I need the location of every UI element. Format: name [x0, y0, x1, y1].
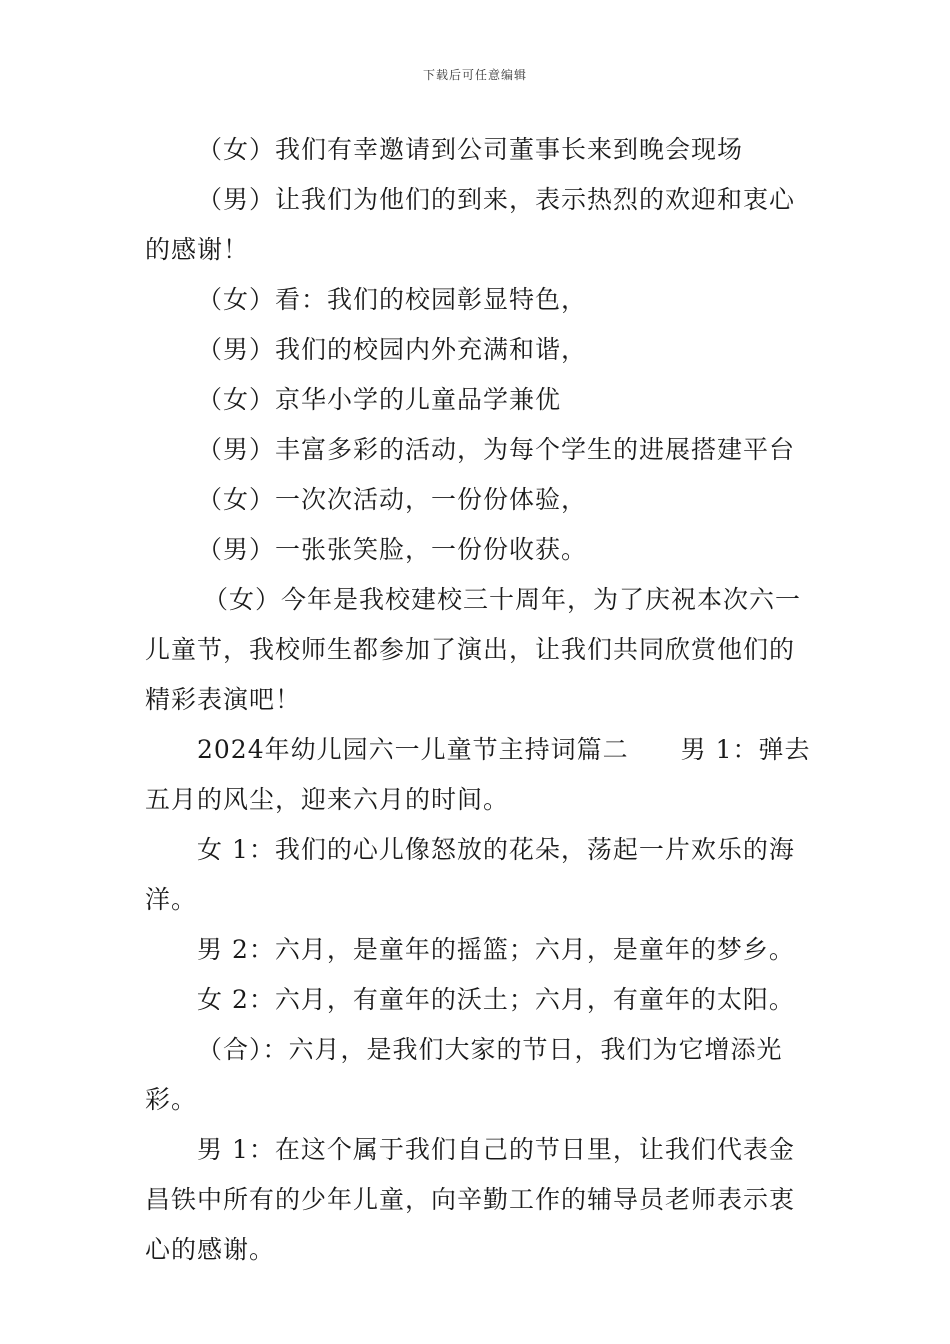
paragraph-3: （女）看：我们的校园彰显特色， — [197, 285, 588, 314]
paragraph-2: （男）让我们为他们的到来，表示热烈的欢迎和衷心的感谢！ — [145, 185, 796, 264]
paragraph-13: 女 2：六月，有童年的沃土；六月，有童年的太阳。 — [197, 985, 795, 1014]
paragraph-9: （女）今年是我校建校三十周年，为了庆祝本次六一儿童节，我校师生都参加了演出，让我们共同欣赏他们的精彩表演吧！ — [145, 585, 802, 714]
paragraph-4: （男）我们的校园内外充满和谐， — [197, 335, 588, 364]
paragraph-14: （合）：六月，是我们大家的节日，我们为它增添光彩。 — [145, 1035, 783, 1114]
header-note: 下载后可任意编辑 — [422, 68, 527, 82]
document-body — [145, 125, 815, 1275]
paragraph-10: 2024年幼儿园六一儿童节主持词篇二 男 1：弹去五月的风尘，迎来六月的时间。 — [145, 735, 811, 814]
paragraph-5: （女）京华小学的儿童品学兼优 — [197, 385, 562, 414]
paragraph-8: （男）一张张笑脸，一份份收获。 — [197, 535, 588, 564]
paragraph-12: 男 2：六月，是童年的摇篮；六月，是童年的梦乡。 — [197, 935, 795, 964]
paragraph-11: 女 1：我们的心儿像怒放的花朵，荡起一片欢乐的海洋。 — [145, 835, 795, 914]
paragraph-15: 男 1：在这个属于我们自己的节日里，让我们代表金昌铁中所有的少年儿童，向辛勤工作的辅导员老师表示衷心的感谢。 — [145, 1135, 796, 1264]
paragraph-6: （男）丰富多彩的活动，为每个学生的进展搭建平台 — [197, 435, 796, 464]
paragraph-7: （女）一次次活动，一份份体验， — [197, 485, 588, 514]
paragraph-1: （女）我们有幸邀请到公司董事长来到晚会现场 — [197, 135, 744, 164]
